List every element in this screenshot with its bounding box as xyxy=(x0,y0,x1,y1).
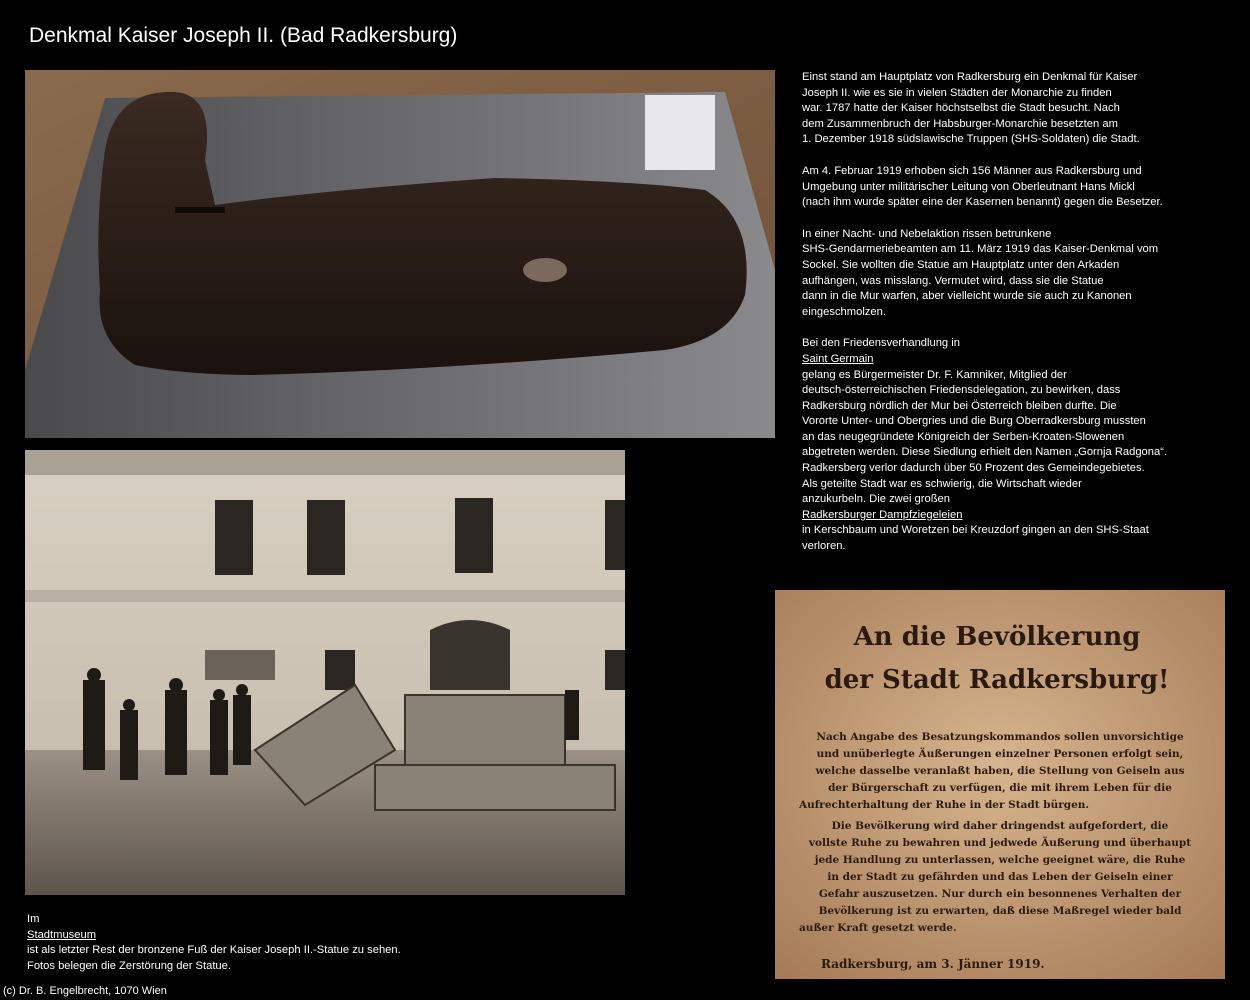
dampfziegeleien-link[interactable]: Radkersburger Dampfziegeleien xyxy=(802,508,963,521)
stadtmuseum-link[interactable]: Stadtmuseum xyxy=(27,928,97,941)
photo-caption: Im Stadtmuseum ist als letzter Rest der bronzene Fuß der Kaiser Joseph II.-Statue zu sehen. Fotos belegen die Zerstörung der Statue. xyxy=(27,913,401,972)
svg-text:der Bürgerschaft zu verfügen,: der Bürgerschaft zu verfügen, die mit ihrem Leben für die xyxy=(828,782,1172,794)
poster-heading-1: An die Bevölkerung xyxy=(853,622,1141,652)
svg-text:außer Kraft gesetzt werde.: außer Kraft gesetzt werde. xyxy=(799,922,957,934)
svg-text:Nach Angabe des Besatzungskomm: Nach Angabe des Besatzungskommandos sollen unvorsichtige xyxy=(816,731,1184,743)
svg-text:vollste Ruhe zu bewahren und j: vollste Ruhe zu bewahren und jedwede Äußerung und überhaupt xyxy=(808,837,1192,849)
svg-text:in der Stadt zu gefährden und: in der Stadt zu gefährden und das Leben der Geiseln einer xyxy=(827,871,1173,883)
paragraph-4: Bei den Friedensverhandlung in Saint Germain gelang es Bürgermeister Dr. F. Kamniker, Mitglied der deutsch-österreichischen Friedensdelegation, zu bewirken, dass Radkersburg nördlich der Mur bei Österreich bleiben durfte. Die Vororte Unter- und Obergries und die Burg Oberradkersburg mussten an das neugegründete Königreich der Serben-Kroaten-Slowenen abgetreten werden. Diese Siedlung erhielt den Namen „Gornja Radgona“. Radkersberg verlor dadurch über 50 Prozent des Gemeindegebietes. Als geteilte Stadt war es schwierig, die Wirtschaft wieder anzukurbeln. Die zwei großen Radkersburger Dampfziegeleien in Kerschbaum und Woretzen bei Kreuzdorf gingen an den SHS-Staat verloren. xyxy=(802,337,1168,553)
poster-footer: Radkersburg, am 3. Jänner 1919. xyxy=(821,957,1045,971)
bronze-foot-photo xyxy=(25,70,775,438)
history-text xyxy=(802,70,1202,571)
poster-heading-2: der Stadt Radkersburg! xyxy=(824,665,1170,695)
svg-text:Aufrechterhaltung der Ruhe in: Aufrechterhaltung der Ruhe in der Stadt bürgen. xyxy=(799,799,1090,811)
paragraph-2: Am 4. Februar 1919 erhoben sich 156 Männer aus Radkersburg und Umgebung unter militärischer Leitung von Oberleutnant Hans Mickl (nach ihm wurde später eine der Kasernen benannt) gegen die Besetzer. xyxy=(802,164,1163,209)
svg-text:Gefahr auszusetzen. Nur durch: Gefahr auszusetzen. Nur durch ein besonnenes Verhalten der xyxy=(818,888,1182,900)
svg-text:jede Handlung zu unterlassen,: jede Handlung zu unterlassen, welche geeignet wäre, die Ruhe xyxy=(814,854,1186,866)
page-title: Denkmal Kaiser Joseph II. (Bad Radkersburg) xyxy=(29,24,458,47)
svg-text:welche dasselbe veranlaßt habe: welche dasselbe veranlaßt haben, die Stellung von Geiseln aus xyxy=(815,765,1185,777)
proclamation-poster-photo xyxy=(775,590,1225,979)
paragraph-1: Einst stand am Hauptplatz von Radkersburg ein Denkmal für Kaiser Joseph II. wie es sie in vielen Städten der Monarchie zu finden war. 1787 hatte der Kaiser höchstselbst die Stadt besucht. Nach dem Zusammenbruch der Habsburger-Monarchie besetzten am 1. Dezember 1918 südslawische Truppen (SHS-Soldaten) die Stadt. xyxy=(802,71,1140,146)
copyright-notice: (c) Dr. B. Engelbrecht, 1070 Wien xyxy=(3,985,167,997)
destroyed-monument-photo xyxy=(25,450,625,895)
paragraph-3: In einer Nacht- und Nebelaktion rissen betrunkene SHS-Gendarmeriebeamten am 11. März 1919 das Kaiser-Denkmal vom Sockel. Sie wollten die Statue am Hauptplatz unter den Arkaden aufhängen, was misslang. Vermutet wird, dass sie die Statue dann in die Mur warfen, aber vielleicht wurde sie auch zu Kanonen eingeschmolzen. xyxy=(802,227,1159,318)
svg-text:Bevölkerung ist zu erwarten, d: Bevölkerung ist zu erwarten, daß diese Maßregel wieder bald xyxy=(818,905,1182,917)
saint-germain-link[interactable]: Saint Germain xyxy=(802,352,874,365)
svg-text:Die Bevölkerung wird daher dri: Die Bevölkerung wird daher dringendst aufgefordert, die xyxy=(831,820,1169,832)
svg-text:und unüberlegte Äußerungen ein: und unüberlegte Äußerungen einzelner Personen erfolgt sein, xyxy=(816,748,1184,760)
